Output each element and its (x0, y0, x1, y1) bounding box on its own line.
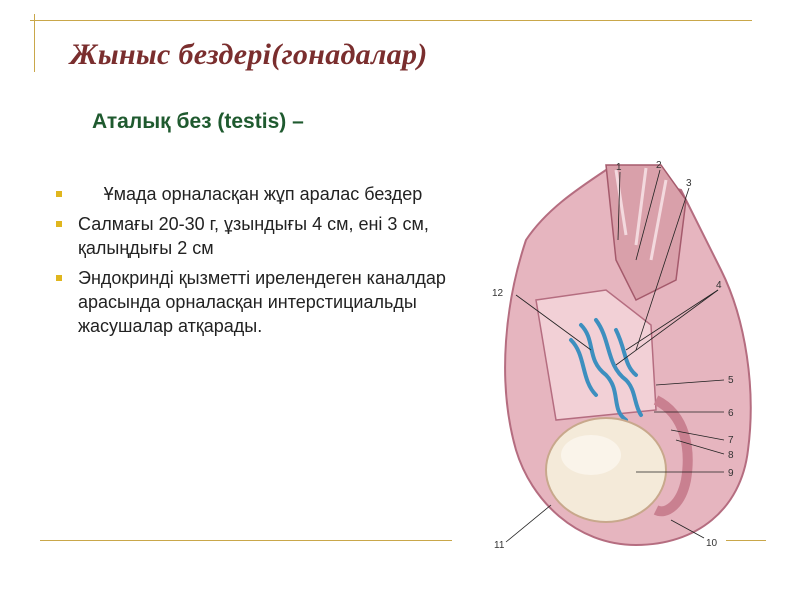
frame-line-bottom (40, 540, 452, 541)
figure-label: 6 (728, 408, 734, 419)
figure-label: 5 (728, 375, 734, 386)
testis-highlight-shape (561, 435, 621, 475)
bullet-item (48, 182, 448, 206)
figure-label: 9 (728, 468, 734, 479)
figure-label: 12 (492, 288, 504, 299)
figure-label: 4 (716, 280, 722, 291)
slide-title: Жыныс бездері(гонадалар) (70, 38, 428, 71)
figure-label: 1 (616, 162, 622, 173)
bullet-item (48, 266, 448, 338)
bullet-text: Ұмада орналасқан жұп аралас бездер (103, 184, 423, 204)
figure-label: 3 (686, 178, 692, 189)
figure-label: 11 (494, 540, 505, 550)
bullet-text: Салмағы 20-30 г, ұзындығы 4 см, ені 3 см, қалыңдығы 2 см (78, 214, 429, 258)
bullet-marker-icon (56, 191, 62, 197)
figure-label: 10 (706, 538, 718, 549)
bullet-text: Эндокринді қызметті ирелендеген каналдар арасында орналасқан интерстициальды жасушалар атқарады. (78, 268, 446, 336)
frame-line-left (34, 14, 35, 72)
testis-anatomy-illustration (486, 150, 778, 550)
figure-label: 2 (656, 160, 662, 171)
bullet-marker-icon (56, 221, 62, 227)
bullet-list (48, 182, 448, 344)
figure-label: 7 (728, 435, 734, 446)
figure-label: 8 (728, 450, 734, 461)
frame-line-top (30, 20, 752, 21)
slide-subtitle: Аталық без (testis) – (92, 110, 304, 133)
bullet-marker-icon (56, 275, 62, 281)
bullet-item (48, 212, 448, 260)
